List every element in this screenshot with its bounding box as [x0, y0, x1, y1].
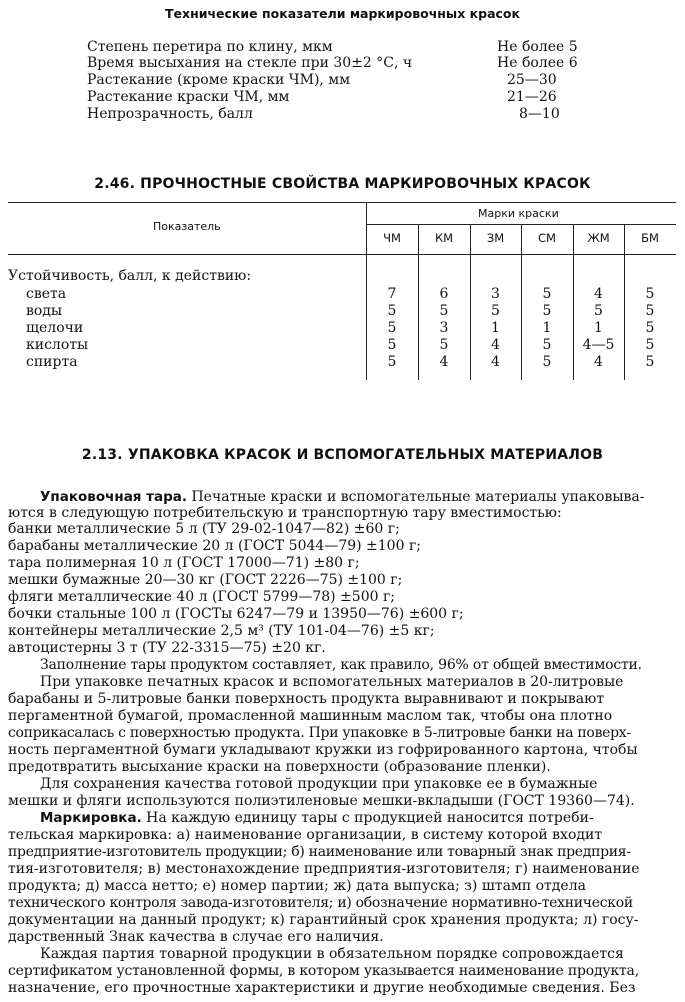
row-label: кислоты: [26, 337, 89, 353]
table-rule: [8, 254, 676, 255]
table-cell: 5: [387, 303, 397, 319]
spec-value: 25—30: [507, 72, 557, 88]
text-line: соприкасалась с поверхностью продукта. При упаковке в 5-литровые банки на поверх-: [8, 725, 631, 741]
table-cell: 5: [542, 337, 552, 353]
row-group-label: Устойчивость, балл, к действию:: [8, 268, 252, 284]
table-cell: 5: [645, 354, 655, 370]
column-header: ЧМ: [383, 231, 401, 245]
text-line: предприятие-изготовитель продукции; б) наименование или товарный знак предприя-: [8, 844, 631, 860]
text-line: продукта; д) масса нетто; е) номер партии; ж) дата выпуска; з) штамп отдела: [8, 878, 586, 894]
text-line: банки металлические 5 л (ТУ 29-02-1047—82) ±60 г;: [8, 521, 400, 537]
spec-row: [87, 71, 607, 89]
table-cell: 5: [542, 303, 552, 319]
table-cell: 5: [645, 303, 655, 319]
spec-label: Непрозрачность, балл: [87, 106, 253, 122]
column-header: ЗМ: [486, 231, 505, 245]
text-line: назначение, его прочностные характеристики и другие необходимые сведения. Без: [8, 980, 636, 996]
spec-label: Растекание краски ЧМ, мм: [87, 89, 290, 105]
section-title: 2.13. УПАКОВКА КРАСОК И ВСПОМОГАТЕЛЬНЫХ МАТЕРИАЛОВ: [81, 447, 604, 463]
table-cell: 5: [491, 303, 500, 319]
table-title: 2.46. ПРОЧНОСТНЫЕ СВОЙСТВА МАРКИРОВОЧНЫХ КРАСОК: [94, 176, 591, 192]
spec-value: 21—26: [507, 89, 557, 105]
text-line: Каждая партия товарной продукции в обязательном порядке сопровождается: [40, 946, 624, 962]
column-header: БМ: [641, 231, 659, 245]
spec-label: Время высыхания на стекле при 30±2 °С, ч: [87, 55, 413, 71]
text-line: предотвратить высыхание краски на поверхности (образование пленки).: [8, 759, 551, 775]
text-line: тия-изготовителя; в) местонахождение предприятия-изготовителя; г) наименование: [8, 861, 640, 877]
table-cell: 5: [542, 354, 552, 370]
table-cell: 5: [387, 354, 397, 370]
text-line: пергаментной бумагой, промасленной машинным маслом так, чтобы она плотно: [8, 708, 613, 724]
text-line: тельская маркировка: а) наименование организации, в систему которой входит: [8, 827, 603, 843]
text-line: При упаковке печатных красок и вспомогательных материалов в 20-литровые: [40, 674, 624, 690]
table-cell: 5: [387, 320, 397, 336]
table-cell: 5: [542, 286, 552, 302]
text-line: Заполнение тары продуктом составляет, как правило, 96% от общей вместимости.: [40, 657, 642, 673]
paragraph-heading: Упаковочная тара.: [40, 489, 188, 505]
text-line: документации на данный продукт; к) гарантийный срок хранения продукта; л) госу-: [8, 912, 639, 928]
table-cell: 1: [542, 320, 552, 336]
text-line: мешки бумажные 20—30 кг (ГОСТ 2226—75) ±100 г;: [8, 572, 403, 588]
table-cell: 1: [594, 320, 603, 336]
spec-value: Не более 5: [497, 39, 578, 55]
text-line: Для сохранения качества готовой продукции при упаковке ее в бумажные: [40, 776, 598, 792]
spec-value: Не более 6: [497, 55, 578, 71]
table-cell: 5: [439, 303, 449, 319]
spec-label: Степень перетира по клину, мкм: [87, 39, 333, 55]
text-line: фляги металлические 40 л (ГОСТ 5799—78) ±500 г;: [8, 589, 396, 605]
table-cell: 7: [387, 286, 397, 302]
text-line: автоцистерны 3 т (ТУ 22-3315—75) ±20 кг.: [8, 640, 326, 656]
table-cell: 5: [594, 303, 603, 319]
table-cell: 5: [439, 337, 449, 353]
row-label: щелочи: [26, 320, 84, 336]
text-line: бочки стальные 100 л (ГОСТы 6247—79 и 13950—76) ±600 г;: [8, 606, 464, 622]
column-header: КМ: [434, 231, 454, 245]
paragraph-heading: Маркировка.: [40, 810, 142, 826]
row-label: воды: [26, 303, 63, 319]
table-cell: 5: [387, 337, 397, 353]
spec-row: [87, 88, 607, 106]
text-line: Маркировка. На каждую единицу тары с продукцией наносится потреби-: [40, 810, 594, 826]
text-line: контейнеры металлические 2,5 м³ (ТУ 101-04—76) ±5 кг;: [8, 623, 435, 639]
properties-table: [8, 202, 676, 380]
table-cell: 4—5: [582, 337, 615, 353]
table-rule: [8, 202, 676, 203]
text-line: ность пергаментной бумаги укладывают кружки из гофрированного картона, чтобы: [8, 742, 638, 758]
text-line: Упаковочная тара. Печатные краски и вспомогательные материалы упаковыва-: [40, 489, 645, 505]
column-header: СМ: [538, 231, 556, 245]
spec-label: Растекание (кроме краски ЧМ), мм: [87, 72, 351, 88]
spec-title: Технические показатели маркировочных красок: [165, 6, 520, 21]
table-cell: 1: [491, 320, 500, 336]
text-line: тара полимерная 10 л (ГОСТ 17000—71) ±80 г;: [8, 555, 360, 571]
spec-row: [87, 105, 607, 123]
table-cell: 3: [491, 286, 500, 302]
spec-row: [87, 54, 607, 72]
table-cell: 4: [491, 337, 500, 353]
text-line: ются в следующую потребительскую и транспортную тару вместимостью:: [8, 505, 562, 521]
header-parameter: Показатель: [153, 220, 221, 233]
header-group: Марки краски: [478, 207, 559, 220]
table-cell: 4: [491, 354, 500, 370]
table-cell: 4: [439, 354, 449, 370]
row-label: спирта: [26, 354, 78, 370]
table-cell: 4: [594, 354, 603, 370]
text-line: технического контроля завода-изготовителя; и) обозначение нормативно-технической: [8, 895, 633, 911]
table-cell: 3: [439, 320, 449, 336]
row-label: света: [26, 286, 67, 302]
text-line: сертификатом установленной формы, в котором указывается наименование продукта,: [8, 963, 639, 979]
text-line: барабаны металлические 20 л (ГОСТ 5044—79) ±100 г;: [8, 538, 421, 554]
column-header: ЖМ: [587, 231, 610, 245]
text-line: мешки и фляги используются полиэтиленовые мешки-вкладыши (ГОСТ 19360—74).: [8, 793, 635, 809]
table-cell: 5: [645, 337, 655, 353]
table-cell: 4: [594, 286, 603, 302]
text-line: барабаны и 5-литровые банки поверхность продукта выравнивают и покрывают: [8, 691, 605, 707]
table-cell: 5: [645, 286, 655, 302]
text-line: дарственный Знак качества в случае его наличия.: [8, 929, 384, 945]
table-cell: 5: [645, 320, 655, 336]
table-cell: 6: [439, 286, 449, 302]
spec-value: 8—10: [519, 106, 560, 122]
